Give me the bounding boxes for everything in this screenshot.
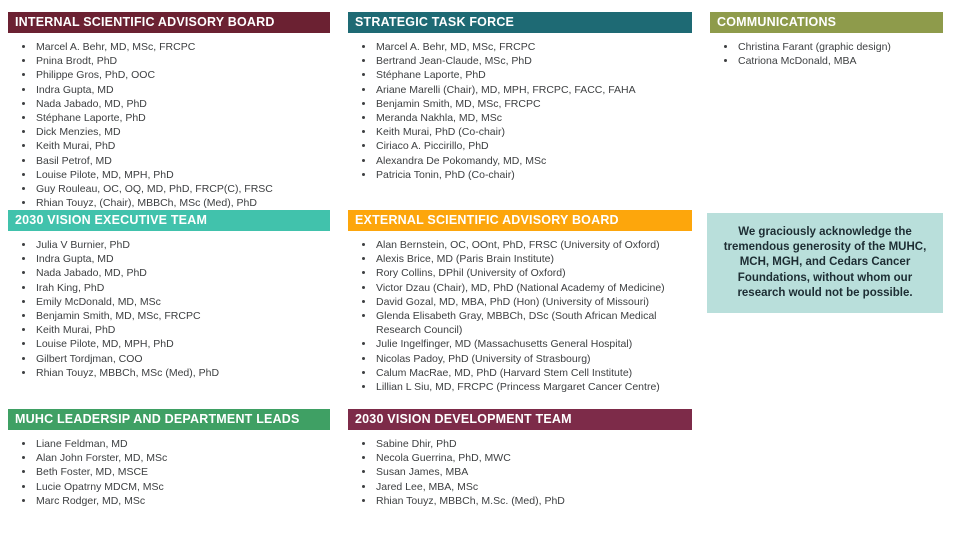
member-item: • Keith Murai, PhD (Co-chair) (375, 125, 692, 139)
acknowledgment-box (707, 213, 943, 313)
member-item: • Stéphane Laporte, PhD (375, 68, 692, 82)
member-item: • Nada Jabado, MD, PhD (35, 97, 330, 111)
member-item: • Basil Petrof, MD (35, 154, 330, 168)
member-list (710, 40, 943, 68)
member-list (348, 238, 692, 394)
section-2030-vision-development-team (348, 409, 692, 508)
member-item: • Calum MacRae, MD, PhD (Harvard Stem Cell Institute) (375, 366, 692, 380)
acknowledgment-text: We graciously acknowledge the tremendous generosity of the MUHC, MCH, MGH, and Cedars Cancer Foundations, without whom our research would not be possible. (723, 225, 927, 299)
member-item: • Louise Pilote, MD, MPH, PhD (35, 168, 330, 182)
member-item: • Lucie Opatrny MDCM, MSc (35, 480, 330, 494)
member-item: • Indra Gupta, MD (35, 83, 330, 97)
section-header: STRATEGIC TASK FORCE (348, 12, 692, 33)
section-header: COMMUNICATIONS (710, 12, 943, 33)
member-item: • Rhian Touyz, MBBCh, MSc (Med), PhD (35, 366, 330, 380)
member-item: • Patricia Tonin, PhD (Co-chair) (375, 168, 692, 182)
section-header: EXTERNAL SCIENTIFIC ADVISORY BOARD (348, 210, 692, 231)
member-item: • Julie Ingelfinger, MD (Massachusetts General Hospital) (375, 337, 692, 351)
member-item: • Catriona McDonald, MBA (737, 54, 943, 68)
section-2030-vision-executive-team (8, 210, 330, 380)
member-item: • Rhian Touyz, (Chair), MBBCh, MSc (Med), PhD (35, 196, 330, 210)
member-item: • Ariane Marelli (Chair), MD, MPH, FRCPC, FACC, FAHA (375, 83, 692, 97)
member-item: • Victor Dzau (Chair), MD, PhD (National Academy of Medicine) (375, 281, 692, 295)
section-internal-scientific-advisory-board (8, 12, 330, 210)
member-item: • Lillian L Siu, MD, FRCPC (Princess Margaret Cancer Centre) (375, 380, 692, 394)
member-item: • Pnina Brodt, PhD (35, 54, 330, 68)
member-item: • Louise Pilote, MD, MPH, PhD (35, 337, 330, 351)
member-item: • David Gozal, MD, MBA, PhD (Hon) (University of Missouri) (375, 295, 692, 309)
member-item: • Guy Rouleau, OC, OQ, MD, PhD, FRCP(C), FRSC (35, 182, 330, 196)
section-external-scientific-advisory-board (348, 210, 692, 394)
member-item: • Philippe Gros, PhD, OOC (35, 68, 330, 82)
section-muhc-leadership-and-department-leads (8, 409, 330, 508)
member-item: • Marcel A. Behr, MD, MSc, FRCPC (375, 40, 692, 54)
member-item: • Marcel A. Behr, MD, MSc, FRCPC (35, 40, 330, 54)
member-item: • Alan John Forster, MD, MSc (35, 451, 330, 465)
member-item: • Rhian Touyz, MBBCh, M.Sc. (Med), PhD (375, 494, 692, 508)
member-item: • Beth Foster, MD, MSCE (35, 465, 330, 479)
section-strategic-task-force (348, 12, 692, 182)
member-item: • Stéphane Laporte, PhD (35, 111, 330, 125)
member-item: • Rory Collins, DPhil (University of Oxford) (375, 266, 692, 280)
section-header: 2030 VISION DEVELOPMENT TEAM (348, 409, 692, 430)
member-item: • Marc Rodger, MD, MSc (35, 494, 330, 508)
member-item: • Nada Jabado, MD, PhD (35, 266, 330, 280)
member-item: • Glenda Elisabeth Gray, MBBCh, DSc (South African Medical Research Council) (375, 309, 692, 337)
member-item: • Bertrand Jean-Claude, MSc, PhD (375, 54, 692, 68)
member-item: • Dick Menzies, MD (35, 125, 330, 139)
member-item: • Ciriaco A. Piccirillo, PhD (375, 139, 692, 153)
member-item: • Benjamin Smith, MD, MSc, FRCPC (35, 309, 330, 323)
member-item: • Christina Farant (graphic design) (737, 40, 943, 54)
member-list (348, 437, 692, 508)
section-communications (710, 12, 943, 68)
member-item: • Necola Guerrina, PhD, MWC (375, 451, 692, 465)
member-list (8, 238, 330, 380)
member-item: • Nicolas Padoy, PhD (University of Strasbourg) (375, 352, 692, 366)
section-header: MUHC LEADERSIP AND DEPARTMENT LEADS (8, 409, 330, 430)
member-item: • Meranda Nakhla, MD, MSc (375, 111, 692, 125)
member-item: • Gilbert Tordjman, COO (35, 352, 330, 366)
member-item: • Benjamin Smith, MD, MSc, FRCPC (375, 97, 692, 111)
member-list (348, 40, 692, 182)
member-item: • Jared Lee, MBA, MSc (375, 480, 692, 494)
member-item: • Irah King, PhD (35, 281, 330, 295)
member-item: • Alexandra De Pokomandy, MD, MSc (375, 154, 692, 168)
member-item: • Julia V Burnier, PhD (35, 238, 330, 252)
member-item: • Emily McDonald, MD, MSc (35, 295, 330, 309)
member-item: • Liane Feldman, MD (35, 437, 330, 451)
member-item: • Keith Murai, PhD (35, 323, 330, 337)
member-item: • Alan Bernstein, OC, OOnt, PhD, FRSC (University of Oxford) (375, 238, 692, 252)
member-item: • Susan James, MBA (375, 465, 692, 479)
member-list (8, 437, 330, 508)
member-item: • Sabine Dhir, PhD (375, 437, 692, 451)
section-header: INTERNAL SCIENTIFIC ADVISORY BOARD (8, 12, 330, 33)
member-item: • Indra Gupta, MD (35, 252, 330, 266)
section-header: 2030 VISION EXECUTIVE TEAM (8, 210, 330, 231)
member-list (8, 40, 330, 210)
member-item: • Keith Murai, PhD (35, 139, 330, 153)
member-item: • Alexis Brice, MD (Paris Brain Institute) (375, 252, 692, 266)
